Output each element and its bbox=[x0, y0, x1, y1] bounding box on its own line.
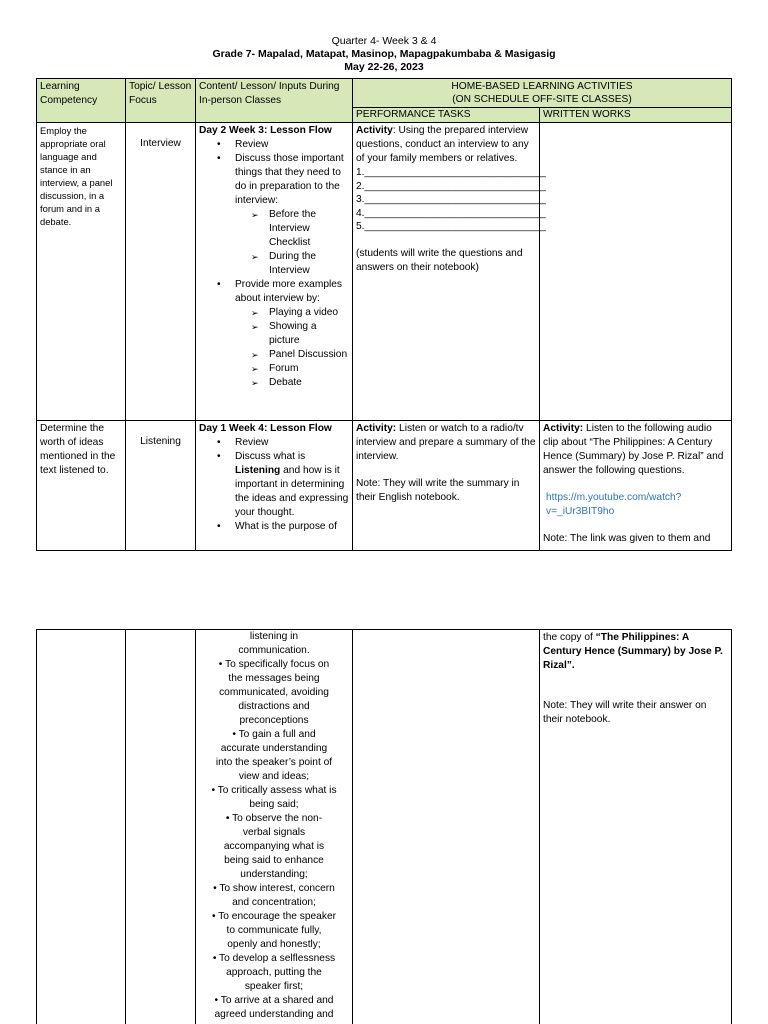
purpose-line: distractions and bbox=[238, 701, 310, 712]
purpose-line: • To show interest, concern bbox=[213, 883, 335, 894]
copy-title: “The Philippines: A Century Hence (Summary) by Jose P. Rizal”. bbox=[543, 632, 723, 671]
list-item-text: Discuss what is bbox=[235, 451, 306, 462]
copy-prefix: the copy of bbox=[543, 632, 596, 643]
competency-cell: Employ the appropriate oral language and stance in an interview, a panel discussion, in a forum and in a debate. bbox=[37, 123, 126, 421]
purpose-line: verbal signals bbox=[242, 827, 306, 838]
purpose-line: • To critically assess what is bbox=[211, 785, 337, 796]
list-item bbox=[217, 278, 349, 390]
table-row bbox=[37, 421, 732, 551]
date-line: May 22-26, 2023 bbox=[344, 61, 424, 73]
performance-note: (students will write the questions and answers on their notebook) bbox=[356, 247, 523, 273]
written-activity bbox=[543, 422, 728, 478]
content-cell bbox=[196, 421, 353, 551]
answer-blanks bbox=[356, 166, 546, 234]
home-based-title: HOME-BASED LEARNING ACTIVITIES bbox=[451, 81, 633, 92]
list-item bbox=[217, 152, 349, 278]
purpose-line: preconceptions bbox=[239, 715, 309, 726]
purpose-line: view and ideas; bbox=[238, 771, 310, 782]
purpose-line: • To develop a selflessness bbox=[212, 953, 336, 964]
activity-text: : Using the prepared interview questions, conduct an interview to any of your family members or relatives. bbox=[356, 125, 529, 164]
activity-label: Activity bbox=[356, 125, 393, 136]
content-cell bbox=[196, 630, 353, 1024]
list-item-text: Discuss those important things that they need to do in preparation to the interview: bbox=[235, 153, 344, 206]
list-item: ➢ Panel Discussion bbox=[251, 348, 349, 362]
list-item: ➢ During the Interview bbox=[251, 250, 349, 278]
purpose-line: • To specifically focus on bbox=[218, 659, 330, 670]
youtube-link[interactable]: https://m.youtube.com/watch?v=_iUr3BIT9ho bbox=[546, 492, 682, 517]
purpose-line: speaker first; bbox=[244, 981, 304, 992]
performance-note: Note: They will write the summary in their English notebook. bbox=[356, 478, 520, 503]
lesson-plan-table bbox=[36, 78, 732, 551]
answer-blank: 2.________________________________ bbox=[356, 180, 546, 192]
topic-cell bbox=[126, 630, 196, 1024]
purpose-line: understanding; bbox=[240, 869, 308, 880]
competency-cell bbox=[37, 630, 126, 1024]
table-header-row bbox=[37, 79, 732, 108]
written-works-cell bbox=[540, 421, 732, 551]
purpose-line: and concentration; bbox=[232, 897, 316, 908]
purpose-line: into the speaker’s point of bbox=[215, 757, 333, 768]
quarter-week-line: Quarter 4- Week 3 & 4 bbox=[331, 35, 437, 47]
activity-label: Activity: bbox=[356, 423, 397, 434]
topic-cell: Interview bbox=[126, 123, 196, 421]
competency-cell: Determine the worth of ideas mentioned in the text listened to. bbox=[37, 421, 126, 551]
activity-label: Activity: bbox=[543, 423, 584, 434]
lesson-list bbox=[217, 436, 349, 534]
purpose-line: to communicate fully, bbox=[226, 925, 322, 936]
written-works-cell bbox=[540, 630, 732, 1024]
list-item-text: Provide more examples about interview by: bbox=[235, 279, 343, 304]
purpose-list bbox=[199, 630, 349, 1022]
lesson-plan-table-continued bbox=[36, 629, 732, 1024]
answer-blank: 1.________________________________ bbox=[356, 167, 546, 178]
document-header bbox=[0, 34, 768, 74]
purpose-line: openly and honestly; bbox=[227, 939, 321, 950]
sub-list bbox=[251, 306, 349, 390]
written-copy-text bbox=[543, 631, 728, 673]
grade-sections-line: Grade 7- Mapalad, Matapat, Masinop, Mapagpakumbaba & Masigasig bbox=[212, 48, 556, 60]
answer-blank: 5.________________________________ bbox=[356, 221, 546, 232]
purpose-line: being said; bbox=[249, 799, 299, 810]
header-content: Content/ Lesson/ Inputs During In-person Classes bbox=[196, 79, 353, 123]
list-item-text: and how is it important in determining the ideas and expressing your thought. bbox=[235, 465, 349, 518]
list-item: ➢ Showing a picture bbox=[251, 320, 349, 348]
table-row bbox=[37, 630, 732, 1024]
purpose-line: being said to enhance bbox=[224, 855, 324, 866]
list-item: ➢ Playing a video bbox=[251, 306, 349, 320]
answer-blank: 3.________________________________ bbox=[356, 194, 546, 205]
home-based-subtitle: (ON SCHEDULE OFF-SITE CLASSES) bbox=[452, 94, 632, 105]
purpose-line: accompanying what is bbox=[223, 841, 325, 852]
list-item: ➢ Forum bbox=[251, 362, 349, 376]
purpose-line: listening in bbox=[249, 631, 299, 642]
lesson-flow-title: Day 1 Week 4: Lesson Flow bbox=[199, 423, 332, 434]
header-home-based bbox=[353, 79, 732, 108]
list-item: • Review bbox=[217, 436, 349, 450]
purpose-line: agreed understanding and bbox=[214, 1009, 334, 1020]
header-topic: Topic/ Lesson Focus bbox=[126, 79, 196, 123]
list-item: ➢ Debate bbox=[251, 376, 349, 390]
purpose-line: • To arrive at a shared and bbox=[214, 995, 334, 1006]
written-note: Note: The link was given to them and bbox=[543, 533, 711, 544]
list-item: ➢ Before the Interview Checklist bbox=[251, 208, 349, 250]
purpose-line: accurate understanding bbox=[220, 743, 328, 754]
answer-blank: 4.________________________________ bbox=[356, 207, 546, 219]
header-learning-competency: Learning Competency bbox=[37, 79, 126, 123]
activity-text: Listen or watch to a radio/tv interview and prepare a summary of the interview. bbox=[356, 423, 536, 462]
header-performance-tasks: PERFORMANCE TASKS bbox=[353, 108, 540, 123]
list-item: • What is the purpose of bbox=[217, 520, 349, 534]
written-works-cell bbox=[540, 123, 732, 421]
purpose-line: • To gain a full and bbox=[232, 729, 316, 740]
content-cell bbox=[196, 123, 353, 421]
lesson-list bbox=[217, 138, 349, 390]
written-note: Note: They will write their answer on their notebook. bbox=[543, 700, 707, 725]
purpose-line: • To encourage the speaker bbox=[211, 911, 336, 922]
performance-activity bbox=[356, 422, 536, 464]
purpose-line: approach, putting the bbox=[226, 967, 322, 978]
performance-activity bbox=[356, 124, 536, 166]
list-item bbox=[217, 450, 349, 520]
purpose-line: communication. bbox=[238, 645, 310, 656]
activity-text: Listen to the following audio clip about “The Philippines: A Century Hence (Summary) by Jose P. Rizal” and answer the following questions. bbox=[543, 423, 724, 476]
performance-task-cell bbox=[353, 421, 540, 551]
performance-task-cell bbox=[353, 123, 546, 421]
header-written-works: WRITTEN WORKS bbox=[540, 108, 732, 123]
table-row bbox=[37, 123, 732, 421]
purpose-line: communicated, avoiding bbox=[219, 687, 329, 698]
list-item: • Review bbox=[217, 138, 349, 152]
topic-cell: Listening bbox=[126, 421, 196, 551]
sub-list bbox=[251, 208, 349, 278]
purpose-line: the messages being bbox=[228, 673, 320, 684]
performance-task-cell bbox=[353, 630, 540, 1024]
lesson-flow-title: Day 2 Week 3: Lesson Flow bbox=[199, 125, 332, 136]
listening-term: Listening bbox=[235, 465, 281, 476]
purpose-line: • To observe the non- bbox=[225, 813, 323, 824]
